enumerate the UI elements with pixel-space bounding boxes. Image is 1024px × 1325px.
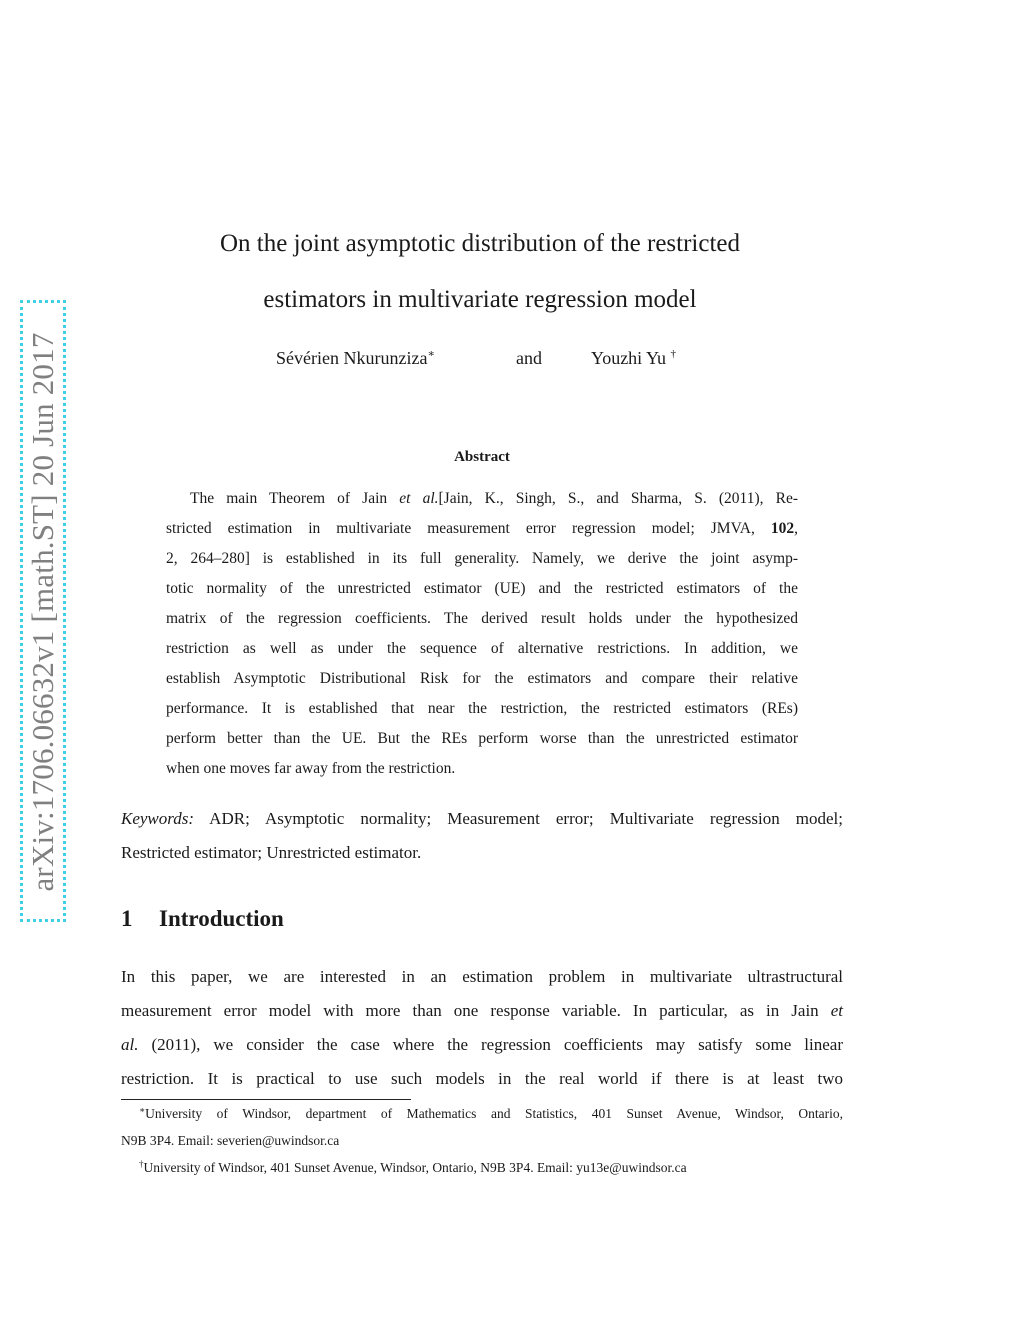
- abstract-line: 2, 264–280] is established in its full generality. Namely, we derive the joint asymp-: [166, 550, 798, 567]
- body-line: restriction. It is practical to use such models in the real world if there is at least two: [121, 1069, 843, 1088]
- author-list: [0, 348, 1024, 374]
- keywords-line: Keywords: ADR; Asymptotic normality; Measurement error; Multivariate regression model;: [121, 809, 843, 828]
- author-separator: and: [516, 348, 542, 368]
- abstract-line: The main Theorem of Jain et al.[Jain, K., Singh, S., and Sharma, S. (2011), Re-: [190, 490, 798, 507]
- footnote-1-mark: ∗: [139, 1105, 146, 1115]
- abstract-line: restriction as well as under the sequence of alternative restrictions. In addition, we: [166, 640, 798, 657]
- title-line-2: estimators in multivariate regression model: [263, 286, 697, 313]
- footnote-1-line: ∗University of Windsor, department of Mathematics and Statistics, 401 Sunset Avenue, Windsor, Ontario,: [139, 1105, 843, 1121]
- title-line-1: On the joint asymptotic distribution of the restricted: [219, 230, 741, 257]
- abstract-line: matrix of the regression coefficients. The derived result holds under the hypothesized: [166, 610, 798, 627]
- section-heading: [121, 906, 284, 932]
- footnotes: [121, 1100, 843, 1181]
- body-line: measurement error model with more than one response variable. In particular, as in Jain et: [121, 1001, 843, 1020]
- keywords-block: [121, 802, 843, 870]
- abstract-line: establish Asymptotic Distributional Risk for the estimators and compare their relative: [166, 670, 798, 687]
- body-line: al. (2011), we consider the case where the regression coefficients may satisfy some linear: [121, 1035, 843, 1054]
- footnote-2-mark: †: [139, 1159, 144, 1169]
- author-1-footnote-mark: ∗: [427, 348, 435, 360]
- abstract-heading: Abstract: [454, 449, 510, 465]
- abstract-line: totic normality of the unrestricted estimator (UE) and the restricted estimators of the: [166, 580, 798, 597]
- introduction-body: [121, 960, 843, 1096]
- section-number: 1: [121, 906, 133, 931]
- keywords-line: Restricted estimator; Unrestricted estimator.: [121, 843, 422, 862]
- author-2-name: Youzhi Yu: [591, 348, 667, 368]
- abstract-body: [166, 484, 798, 784]
- section-title: Introduction: [159, 906, 284, 931]
- keywords-label: Keywords:: [121, 809, 195, 828]
- footnote-1-line: N9B 3P4. Email: severien@uwindsor.ca: [121, 1133, 340, 1148]
- abstract-line: stricted estimation in multivariate measurement error regression model; JMVA, 102,: [166, 520, 798, 537]
- author-2: [591, 348, 676, 369]
- arxiv-identifier: arXiv:1706.06632v1 [math.ST] 20 Jun 2017: [25, 332, 60, 892]
- abstract-line: performance. It is established that near the restriction, the restricted estimators (REs): [166, 700, 798, 717]
- abstract-line: perform better than the UE. But the REs perform worse than the unrestricted estimator: [166, 730, 798, 747]
- body-line: In this paper, we are interested in an estimation problem in multivariate ultrastructural: [121, 967, 843, 986]
- author-2-footnote-mark: †: [670, 348, 677, 360]
- abstract-line: when one moves far away from the restriction.: [166, 760, 456, 777]
- footnote-2-line: †University of Windsor, 401 Sunset Avenue, Windsor, Ontario, N9B 3P4. Email: yu13e@uwindsor.ca: [139, 1159, 687, 1175]
- paper-title: [130, 216, 830, 328]
- author-1: [276, 348, 435, 369]
- author-1-name: Sévérien Nkurunziza: [276, 348, 428, 368]
